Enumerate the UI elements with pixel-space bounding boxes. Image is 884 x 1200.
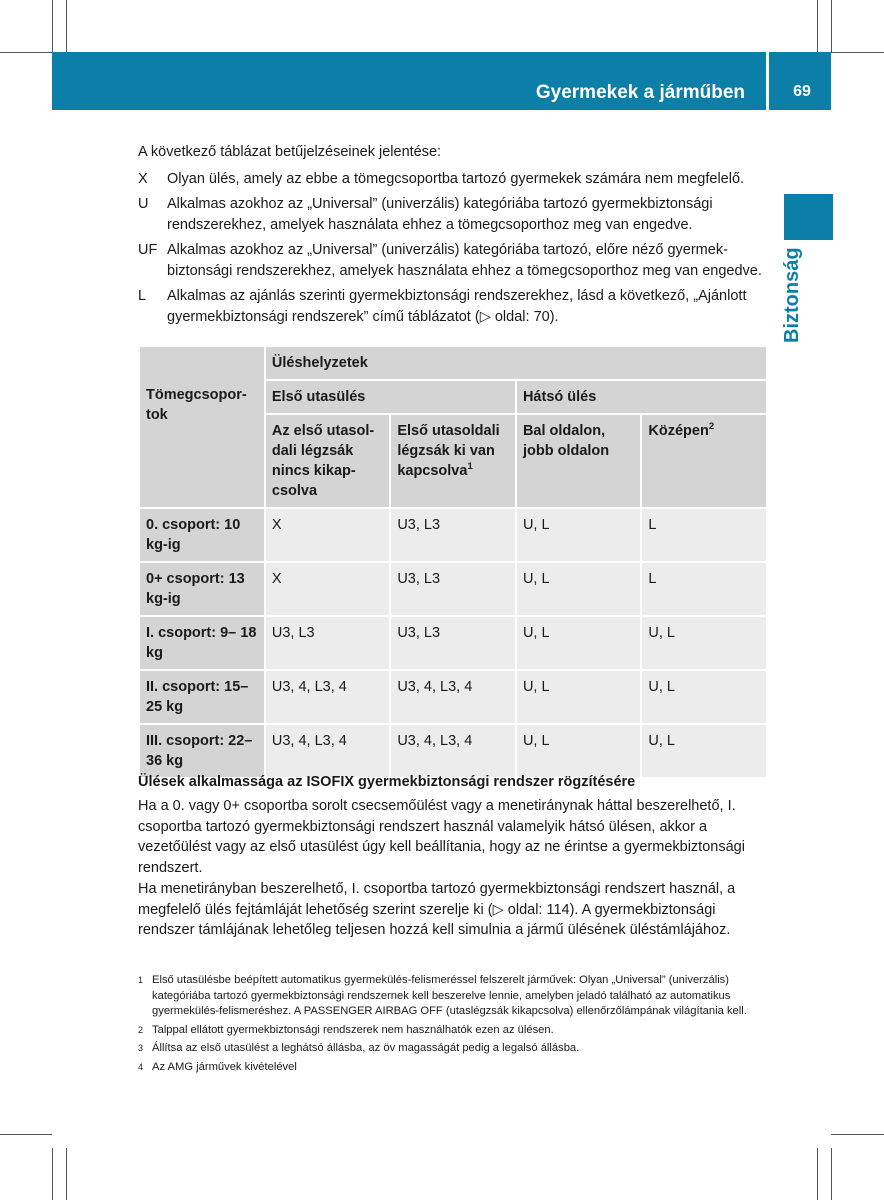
header-front-seat: Első utasülés	[265, 380, 516, 414]
crop-mark	[817, 0, 818, 52]
seat-suitability-table	[138, 345, 768, 779]
rear-outer-cell: U, L	[516, 724, 641, 778]
table-row	[139, 616, 767, 670]
table-row	[139, 724, 767, 778]
section-tab-label: Biztonság	[781, 247, 803, 343]
legend-key: U	[138, 196, 149, 212]
footnote-number: 3	[138, 1043, 144, 1053]
header-text: Középen	[648, 423, 709, 439]
table-body	[139, 508, 767, 778]
front-airbag-on-cell: X	[265, 508, 390, 562]
crop-mark	[66, 1148, 67, 1200]
crop-mark	[52, 1148, 53, 1200]
legend-item	[138, 240, 768, 282]
footnote-text: Az AMG járművek kivételével	[152, 1060, 297, 1073]
legend-key: UF	[138, 242, 158, 258]
footnote-text: Állítsa az első utasülést a leghátsó állásba, az öv magasságát pedig a legalsó állásba.	[152, 1042, 580, 1054]
header-text: Bal oldalon, jobb oldalon	[522, 423, 610, 459]
footnote-number: 1	[138, 975, 144, 985]
crop-mark	[831, 0, 832, 52]
crop-mark	[66, 0, 67, 52]
header-divider	[766, 52, 769, 110]
header-airbag-deactivated	[390, 414, 516, 508]
legend-item	[138, 286, 768, 328]
header-rear-seat: Hátsó ülés	[516, 380, 767, 414]
footnote-ref: 1	[467, 461, 473, 473]
weight-group-cell: I. csoport: 9– 18 kg	[139, 616, 265, 670]
footnote-text: Talppal ellátott gyermekbiztonsági rendszerek nem használhatók ezen az ülésen.	[152, 1023, 554, 1036]
rear-middle-cell: U, L	[641, 616, 767, 670]
table-row	[139, 562, 767, 616]
legend-key: L	[138, 288, 147, 304]
legend-block	[138, 142, 768, 332]
header-text: Első utasoldali légzsák ki van kapcsolva	[397, 423, 500, 479]
footnote	[138, 1041, 770, 1057]
header-left-right	[516, 414, 641, 508]
intro-text: A következő táblázat betűjelzéseinek jelentése:	[138, 144, 442, 160]
front-airbag-on-cell: U3, 4, L3, 4	[265, 670, 390, 724]
section-title: Ülések alkalmassága az ISOFIX gyermekbiztonsági rendszer rögzítésére	[138, 774, 636, 790]
page-number: 69	[793, 83, 811, 100]
weight-group-cell: 0+ csoport: 13 kg-ig	[139, 562, 265, 616]
legend-key: X	[138, 171, 148, 187]
legend-text: Alkalmas azokhoz az „Universal” (univerzális) kategóriába tartozó, előre néző gyermek-biztonsági rendszerekhez, amelyek használata ehhez a tömegcsoporthoz meg van engedve.	[167, 242, 762, 279]
crop-mark	[0, 1134, 52, 1135]
footnotes	[138, 973, 770, 1078]
rear-outer-cell: U, L	[516, 562, 641, 616]
table-header-row	[139, 346, 767, 380]
front-airbag-off-cell: U3, 4, L3, 4	[390, 724, 516, 778]
legend-text: Alkalmas az ajánlás szerinti gyermekbiztonsági rendszerekhez, lásd a következő, „Ajánlott gyermekbiztonsági rendszerek” című táblázatot (▷ oldal: 70).	[167, 288, 747, 325]
footnote-text: Első utasülésbe beépített automatikus gyermekülés-felismeréssel felszerelt járművek: Olyan „Universal” (univerzális) kategóriába tartozó gyermekbiztonsági rendszernek kell beszerelve lennie, amelyben jeladó található az automatikus gyermekülés-felismeréshez. A PASSENGER AIRBAG OFF (utaslégzsák kikapcsolva) ellenőrzőlámpának világítania kell.	[152, 974, 747, 1017]
rear-middle-cell: U, L	[641, 670, 767, 724]
legend-item	[138, 169, 768, 190]
legend-text: Olyan ülés, amely az ebbe a tömegcsoportba tartozó gyermekek számára nem megfelelő.	[167, 171, 745, 187]
weight-group-cell: II. csoport: 15– 25 kg	[139, 670, 265, 724]
front-airbag-on-cell: X	[265, 562, 390, 616]
section-paragraph: Ha menetirányban beszerelhető, I. csoportba tartozó gyermekbiztonsági rendszert használ, a megfelelő ülés fejtámláját lehetőség szerint szerelje ki (▷ oldal: 114). A gyermekbiztonsági rendszer támlájának lehetőleg teljesen hozzá kell simulnia a jármű ülésének üléstámlájához.	[138, 881, 736, 938]
rear-outer-cell: U, L	[516, 508, 641, 562]
footnote	[138, 973, 770, 1020]
rear-middle-cell: U, L	[641, 724, 767, 778]
crop-mark	[831, 1148, 832, 1200]
front-airbag-off-cell: U3, 4, L3, 4	[390, 670, 516, 724]
weight-group-cell: 0. csoport: 10 kg-ig	[139, 508, 265, 562]
front-airbag-off-cell: U3, L3	[390, 508, 516, 562]
crop-mark	[831, 1134, 884, 1135]
footnote	[138, 1023, 770, 1039]
header-middle	[641, 414, 767, 508]
crop-mark	[817, 1148, 818, 1200]
front-airbag-off-cell: U3, L3	[390, 616, 516, 670]
page-header	[52, 52, 831, 110]
front-airbag-on-cell: U3, 4, L3, 4	[265, 724, 390, 778]
table-row	[139, 508, 767, 562]
crop-mark	[52, 0, 53, 52]
footnote	[138, 1060, 770, 1076]
rear-outer-cell: U, L	[516, 616, 641, 670]
crop-mark	[831, 52, 884, 53]
section-tab	[784, 194, 833, 240]
page-title: Gyermekek a járműben	[535, 82, 745, 103]
weight-group-cell: III. csoport: 22–36 kg	[139, 724, 265, 778]
rear-middle-cell: L	[641, 508, 767, 562]
front-airbag-off-cell: U3, L3	[390, 562, 516, 616]
table-row	[139, 670, 767, 724]
header-weight-group: Tömegcsopor-tok	[139, 346, 265, 508]
header-text: Az első utasol-dali légzsák nincs kikap-csolva	[271, 423, 375, 499]
section-paragraph: Ha a 0. vagy 0+ csoportba sorolt csecsemőülést vagy a menetiránynak háttal beszerelhető, I. csoportba tartozó gyermekbiztonsági rendszert használ valamelyik hátsó ülésen, akkor a vezetőülést vagy az első utasülést úgy kell beállítania, hogy az ne érintse a gyermekbiztonsági rendszert.	[138, 798, 745, 876]
footnote-number: 4	[138, 1061, 144, 1072]
legend-text: Alkalmas azokhoz az „Universal” (univerzális) kategóriába tartozó gyermekbiztonsági rendszerekhez, amelyek használata ehhez a tömegcsoporthoz meg van engedve.	[167, 196, 713, 233]
footnote-ref: 2	[708, 421, 715, 433]
front-airbag-on-cell: U3, L3	[265, 616, 390, 670]
header-seat-positions: Üléshelyzetek	[265, 346, 767, 380]
header-airbag-not-deactivated	[265, 414, 390, 508]
crop-mark	[0, 52, 52, 53]
legend-item	[138, 194, 768, 236]
rear-outer-cell: U, L	[516, 670, 641, 724]
footnote-number: 2	[138, 1024, 144, 1035]
rear-middle-cell: L	[641, 562, 767, 616]
